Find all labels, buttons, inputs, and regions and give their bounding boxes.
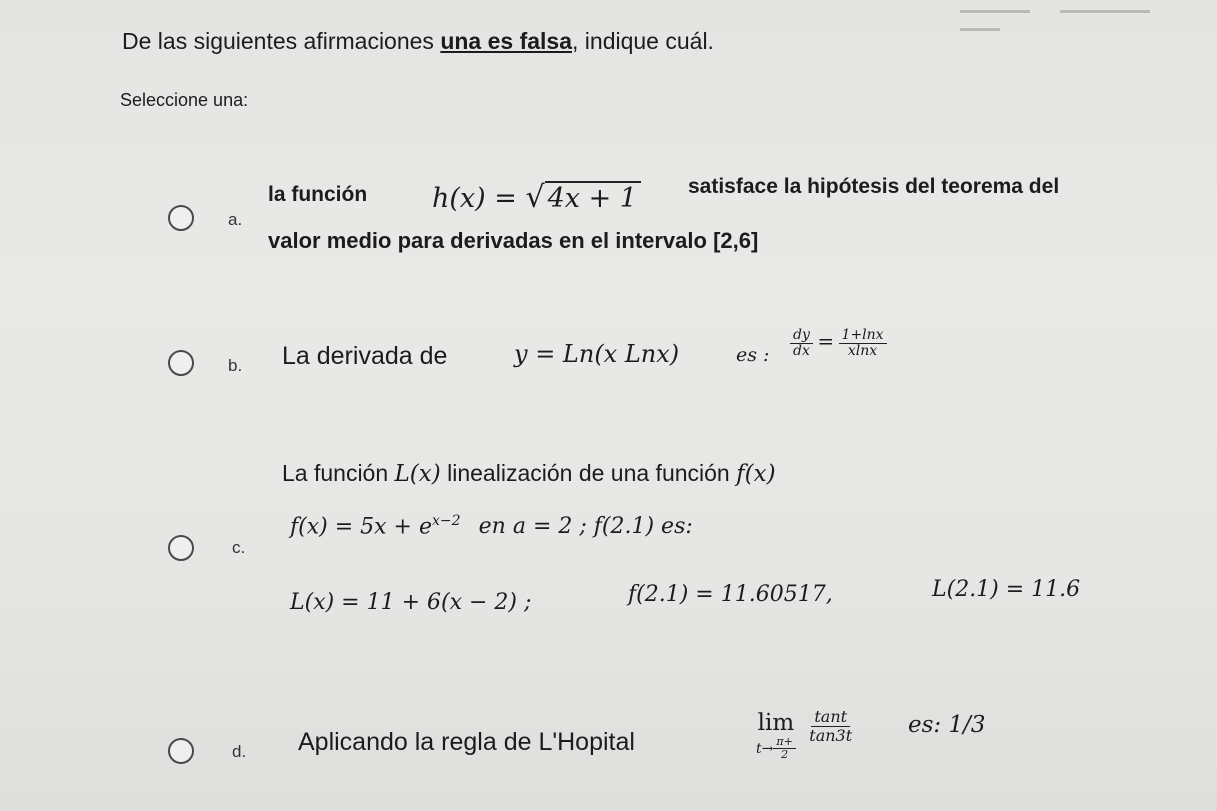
select-label: Seleccione una: bbox=[120, 90, 249, 110]
option-c-line1: $f(x) = 5x + e^{x-2}$ en a = 2 ; f(2.1) es: bbox=[290, 513, 693, 540]
option-d-text: Aplicando la regla de L'Hopital bbox=[298, 728, 635, 756]
option-d-letter: d. bbox=[232, 742, 247, 761]
option-c-radio[interactable] bbox=[168, 535, 194, 561]
option-d-radio[interactable] bbox=[168, 738, 194, 764]
option-c-line2a: L(x) = 11 + 6(x − 2) ; bbox=[290, 590, 532, 615]
option-b-es: es : bbox=[736, 344, 770, 366]
option-a-line2: valor medio para derivadas en el intervalo [2,6] bbox=[268, 228, 759, 253]
option-a-text1: la función bbox=[268, 183, 368, 206]
top-decoration bbox=[960, 0, 1217, 6]
option-a-formula: h(x) = √ 4x + 1 bbox=[432, 180, 641, 215]
option-a-text2: satisface la hipótesis del teorema del bbox=[688, 175, 1060, 198]
option-c-line2b: f(2.1) = 11.60517, bbox=[628, 582, 833, 607]
option-b-function: y = Ln(x Lnx) bbox=[514, 340, 680, 368]
option-d-limit: lim t→ $\frac{\pi+}{2}$ $\frac{\tan t}{\tan 3t}$ bbox=[756, 707, 853, 762]
option-b-radio[interactable] bbox=[168, 350, 194, 376]
question-emphasis: una es falsa bbox=[440, 28, 573, 54]
option-a-radio[interactable] bbox=[168, 205, 194, 231]
question-text: De las siguientes afirmaciones una es falsa, indique cuál. bbox=[122, 28, 714, 54]
option-b-derivative: $\frac{dy}{dx}$ = $\frac{1+\ln x}{xlnx}$ bbox=[790, 328, 887, 360]
option-c-intro: La función L(x) linealización de una función f(x) bbox=[282, 460, 776, 487]
option-b-letter: b. bbox=[228, 356, 243, 375]
option-d-result: es: 1/3 bbox=[908, 712, 986, 738]
option-a-letter: a. bbox=[228, 210, 243, 229]
option-c-letter: c. bbox=[232, 538, 246, 557]
option-b-text: La derivada de bbox=[282, 342, 448, 370]
option-c-line2c: L(2.1) = 11.6 bbox=[932, 577, 1081, 602]
